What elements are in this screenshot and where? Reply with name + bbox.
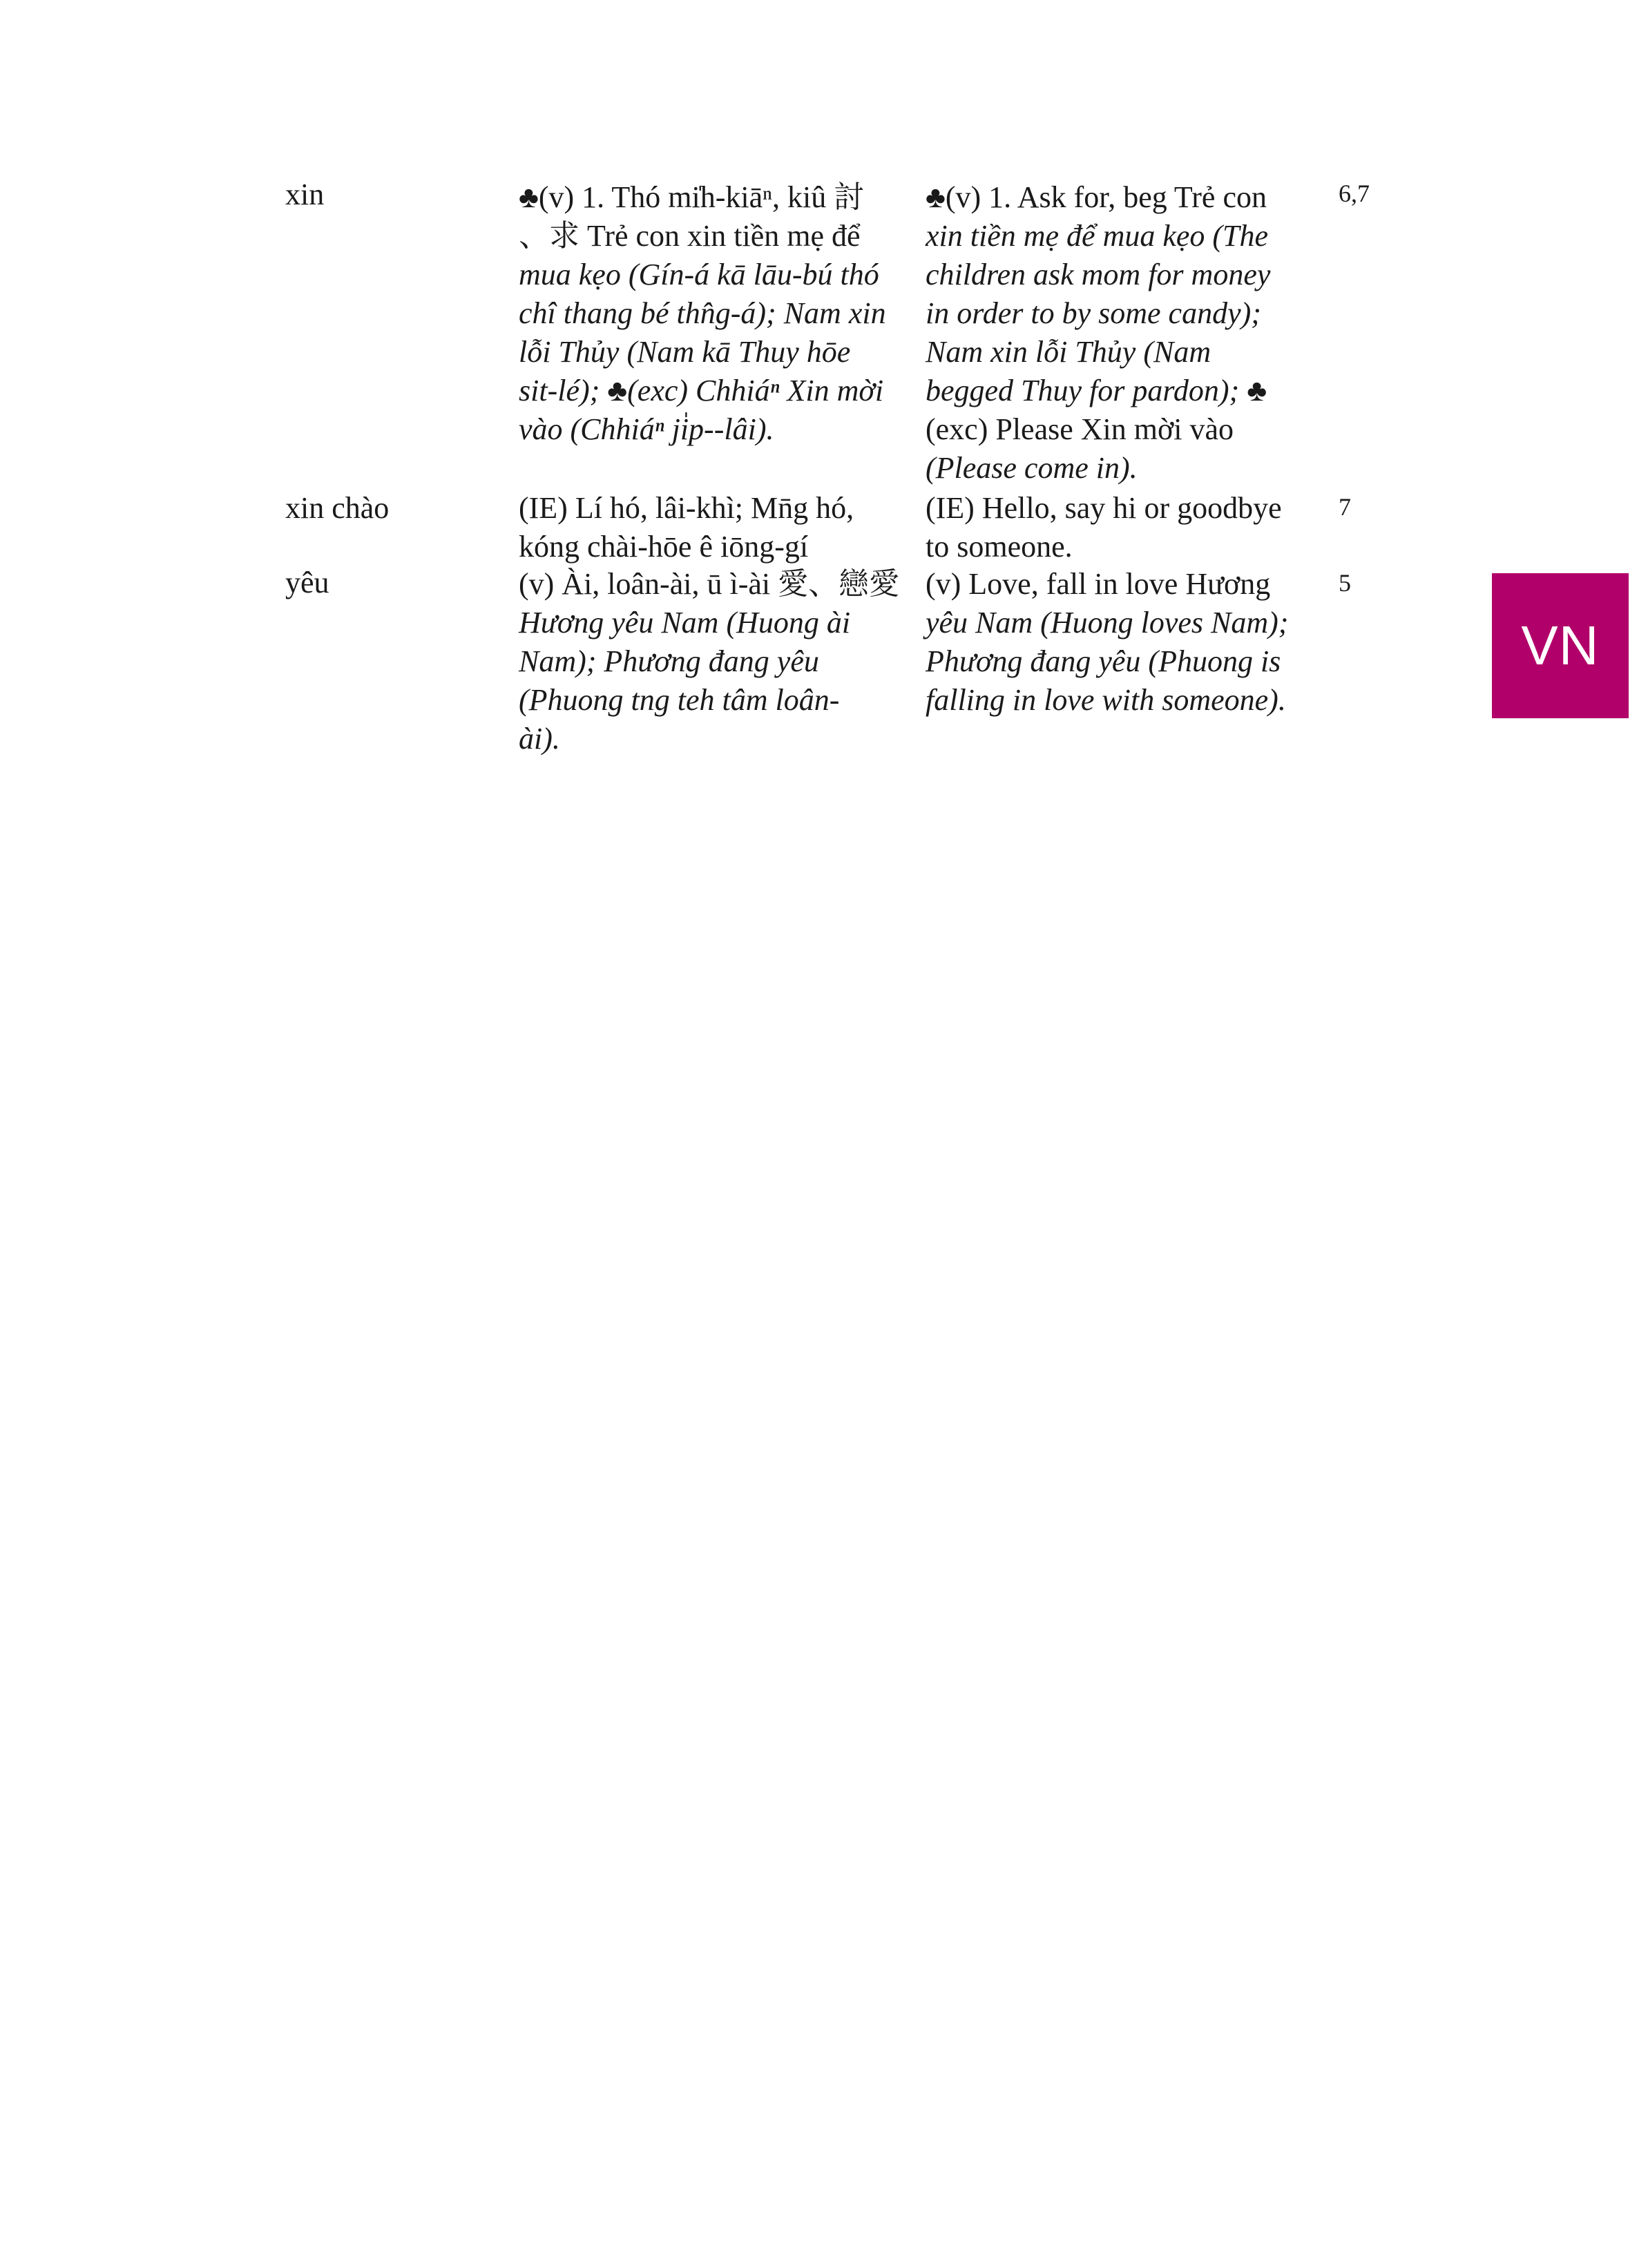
- definition-line: ài).: [519, 722, 560, 756]
- definition-line: in order to by some candy);: [926, 296, 1261, 330]
- headword: yêu: [285, 566, 329, 599]
- reference-number: 6,7: [1339, 180, 1370, 207]
- definition-line: kóng chài-hōe ê iōng-gí: [519, 530, 809, 564]
- definition-line: (v) Love, fall in love Hương: [926, 567, 1271, 601]
- definition-line: (Please come in).: [926, 451, 1138, 485]
- definition-line: Phương đang yêu (Phuong is: [926, 644, 1281, 678]
- definition-line: ♣(v) 1. Ask for, beg Trẻ con: [926, 180, 1267, 214]
- definition-line: mua kẹo (Gín-á kā lāu-bú thó: [519, 258, 879, 291]
- definition-line: Hương yêu Nam (Huong ài: [519, 606, 851, 640]
- definition-line: sit-lé); ♣(exc) Chhiáⁿ Xin mời: [519, 374, 884, 407]
- taiwanese-definition: [519, 178, 906, 449]
- headword: xin: [285, 177, 325, 211]
- definition-line: Nam); Phương đang yêu: [519, 644, 819, 678]
- english-definition: [926, 565, 1326, 720]
- headword: xin chào: [285, 491, 390, 525]
- definition-line: children ask mom for money: [926, 258, 1271, 291]
- definition-line: (IE) Lí hó, lâi-khì; Mn̄g hó,: [519, 491, 854, 525]
- english-definition: [926, 489, 1326, 566]
- definition-line: 、求 Trẻ con xin tiền mẹ để: [519, 219, 861, 253]
- definition-line: vào (Chhiáⁿ ji̍p--lâi).: [519, 412, 774, 446]
- definition-line: chî thang bé thn̂g-á); Nam xin: [519, 296, 886, 330]
- definition-line: (Phuong tng teh tâm loân-: [519, 683, 840, 717]
- definition-line: yêu Nam (Huong loves Nam);: [926, 606, 1289, 640]
- reference-number: 5: [1339, 569, 1351, 597]
- definition-line: falling in love with someone).: [926, 683, 1286, 717]
- definition-line: xin tiền mẹ để mua kẹo (The: [926, 219, 1269, 253]
- definition-line: (exc) Please Xin mời vào: [926, 412, 1234, 446]
- reference-number: 7: [1339, 493, 1351, 521]
- definition-line: Nam xin lỗi Thủy (Nam: [926, 335, 1211, 369]
- definition-line: begged Thuy for pardon); ♣: [926, 374, 1267, 407]
- definition-line: (IE) Hello, say hi or goodbye: [926, 491, 1282, 525]
- taiwanese-definition: [519, 489, 906, 566]
- definition-line: to someone.: [926, 530, 1073, 564]
- language-side-tab: [1492, 573, 1629, 718]
- definition-line: ♣(v) 1. Thó mi̍h-kiāⁿ, kiû 討: [519, 180, 865, 214]
- english-definition: [926, 178, 1326, 488]
- definition-line: (v) Ài, loân-ài, ū ì-ài 愛、戀愛: [519, 567, 900, 601]
- taiwanese-definition: [519, 565, 906, 758]
- definition-line: lỗi Thủy (Nam kā Thuy hōe: [519, 335, 851, 369]
- side-tab-label: VN: [1521, 615, 1600, 676]
